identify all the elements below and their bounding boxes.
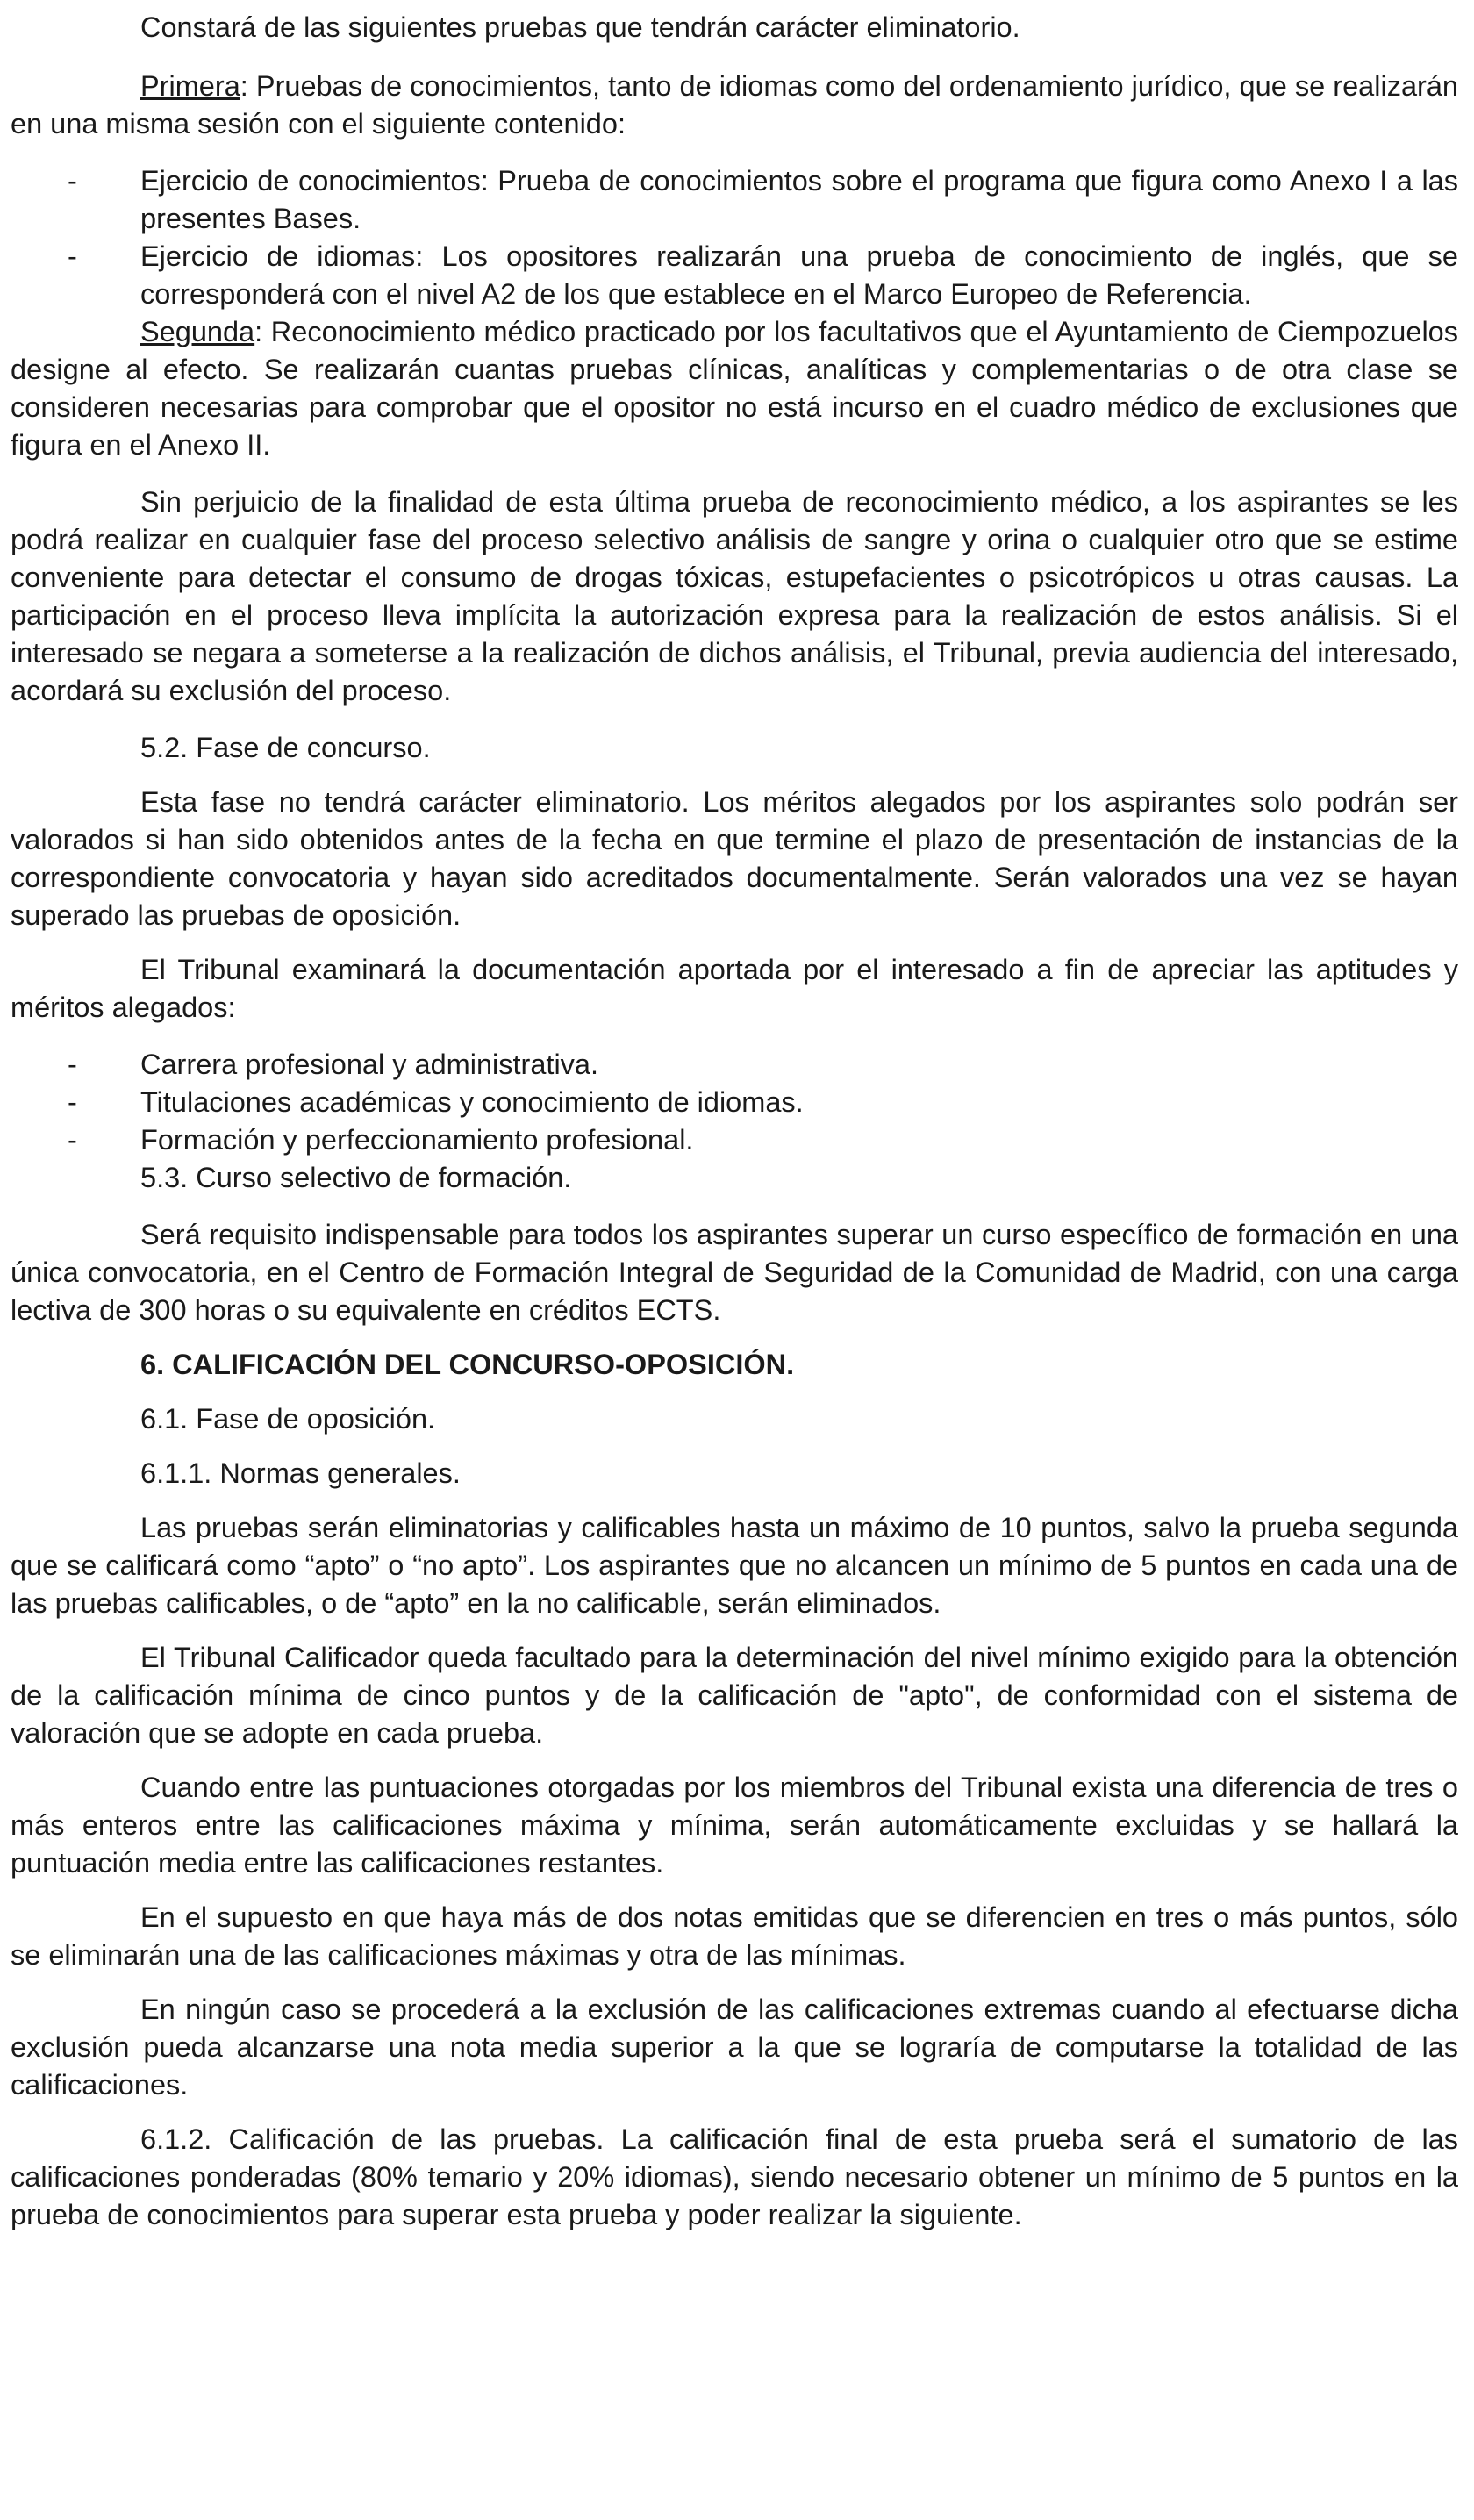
section-6-heading: 6. CALIFICACIÓN DEL CONCURSO-OPOSICIÓN. [140, 1349, 795, 1380]
list-item: - Ejercicio de idiomas: Los opositores realizarán una prueba de conocimiento de inglés, que se corresponderá con el nivel A2 de los que establece en el Marco Europeo de Referencia. [11, 238, 1458, 313]
primera-label: Primera [140, 70, 240, 102]
segunda-label: Segunda [140, 316, 255, 347]
segunda-paragraph [11, 313, 1458, 464]
intro-paragraph: Constará de las siguientes pruebas que tendrán carácter eliminatorio. [140, 11, 1020, 43]
eliminatorias-paragraph: Las pruebas serán eliminatorias y calificables hasta un máximo de 10 puntos, salvo la prueba segunda que se calificará como “apto” o “no apto”. Los aspirantes que no alcancen un mínimo de 5 puntos en cada una de las pruebas calificables, o de “apto” en la no calificable, serán eliminados. [11, 1512, 1458, 1619]
section-5-3-title: 5.3. Curso selectivo de formación. [140, 1162, 572, 1193]
list-item: - Formación y perfeccionamiento profesional. [11, 1121, 1458, 1159]
tribunal-examinara-paragraph: El Tribunal examinará la documentación aportada por el interesado a fin de apreciar las aptitudes y méritos alegados: [11, 954, 1458, 1023]
segunda-text: : Reconocimiento médico practicado por los facultativos que el Ayuntamiento de Ciempozuelos designe al efecto. Se realizarán cuantas pruebas clínicas, analíticas y complementarias o de otra clase se consideren necesarias para comprobar que el opositor no está incurso en el cuadro médico de exclusiones que figura en el Anexo II. [11, 316, 1458, 461]
document-page [11, 9, 1458, 2251]
supuesto-paragraph: En el supuesto en que haya más de dos notas emitidas que se diferencien en tres o más puntos, sólo se eliminarán una de las calificaciones máximas y otra de las mínimas. [11, 1901, 1458, 1971]
list-item: - Carrera profesional y administrativa. [11, 1046, 1458, 1084]
section-5-2-title: 5.2. Fase de concurso. [140, 732, 431, 763]
section-6-1-title: 6.1. Fase de oposición. [140, 1403, 436, 1435]
diferencia-paragraph: Cuando entre las puntuaciones otorgadas por los miembros del Tribunal exista una diferencia de tres o más enteros entre las calificaciones máxima y mínima, serán automáticamente excluidas y se hallará la puntuación media entre las calificaciones restantes. [11, 1772, 1458, 1879]
primera-text: : Pruebas de conocimientos, tanto de idiomas como del ordenamiento jurídico, que se realizarán en una misma sesión con el siguiente contenido: [11, 70, 1458, 140]
sin-perjuicio-paragraph: Sin perjuicio de la finalidad de esta última prueba de reconocimiento médico, a los aspirantes se les podrá realizar en cualquier fase del proceso selectivo análisis de sangre y orina o cualquier otro que se estime conveniente para detectar el consumo de drogas tóxicas, estupefacientes o psicotrópicos u otras causas. La participación en el proceso lleva implícita la autorización expresa para la realización de estos análisis. Si el interesado se negara a someterse a la realización de dichos análisis, el Tribunal, previa audiencia del interesado, acordará su exclusión del proceso. [11, 486, 1458, 706]
primera-list [11, 162, 1458, 313]
curso-paragraph: Será requisito indispensable para todos los aspirantes superar un curso específico de formación en una única convocatoria, en el Centro de Formación Integral de Seguridad de la Comunidad de Madrid, con una carga lectiva de 300 horas o su equivalente en créditos ECTS. [11, 1219, 1458, 1326]
primera-paragraph [11, 68, 1458, 143]
merit-list [11, 1046, 1458, 1159]
list-item: - Titulaciones académicas y conocimiento de idiomas. [11, 1084, 1458, 1121]
facultado-paragraph: El Tribunal Calificador queda facultado para la determinación del nivel mínimo exigido para la obtención de la calificación mínima de cinco puntos y de la calificación de "apto", de conformidad con el sistema de valoración que se adopte en cada prueba. [11, 1642, 1458, 1749]
fase-concurso-paragraph: Esta fase no tendrá carácter eliminatorio. Los méritos alegados por los aspirantes solo podrán ser valorados si han sido obtenidos antes de la fecha en que termine el plazo de presentación de instancias de la correspondiente convocatoria y hayan sido acreditados documentalmente. Serán valorados una vez se hayan superado las pruebas de oposición. [11, 786, 1458, 931]
section-6-1-2-paragraph: 6.1.2. Calificación de las pruebas. La calificación final de esta prueba será el sumatorio de las calificaciones ponderadas (80% temario y 20% idiomas), siendo necesario obtener un mínimo de 5 puntos en la prueba de conocimientos para superar esta prueba y poder realizar la siguiente. [11, 2123, 1458, 2230]
section-6-1-1-title: 6.1.1. Normas generales. [140, 1457, 461, 1489]
list-item: - Ejercicio de conocimientos: Prueba de conocimientos sobre el programa que figura como Anexo I a las presentes Bases. [11, 162, 1458, 238]
ningun-caso-paragraph: En ningún caso se procederá a la exclusión de las calificaciones extremas cuando al efectuarse dicha exclusión pueda alcanzarse una nota media superior a la que se lograría de computarse la totalidad de las calificaciones. [11, 1994, 1458, 2101]
